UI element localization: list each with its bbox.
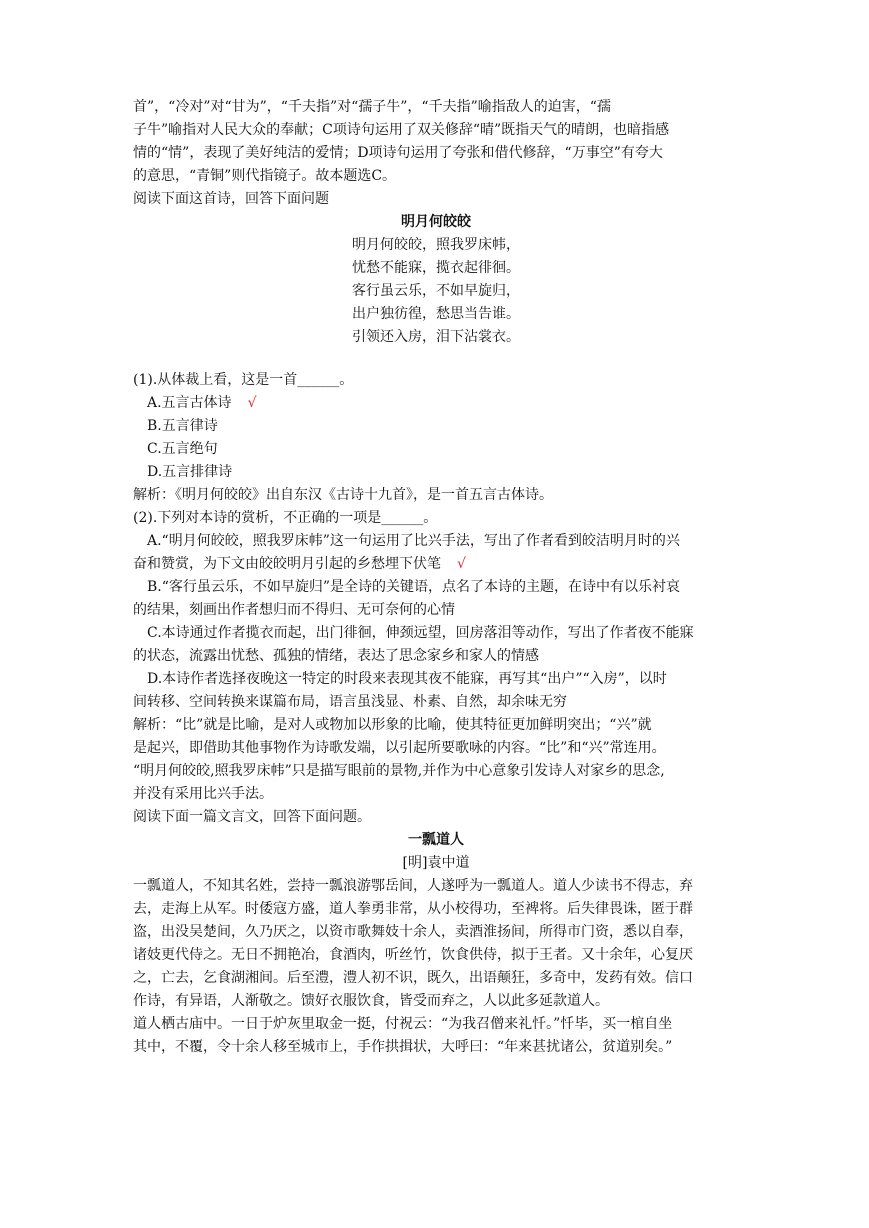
essay-line: 其中，不覆，令十余人移至城市上，手作拱揖状，大呼曰：“年来甚扰诸公，贫道别矣。”	[133, 1039, 673, 1055]
poem-line: 引领还入房，泪下沾裳衣。	[352, 329, 520, 345]
intro-line: 首”，“冷对”对“甘为”，“千夫指”对“孺子牛”，“千夫指”喻指敌人的迫害，“孺	[133, 99, 611, 115]
read-prompt: 阅读下面一篇文言文，回答下面问题。	[133, 809, 371, 825]
q2-option-c-line2: 的状态，流露出忧愁、孤独的情绪，表达了思念家乡和家人的情感	[133, 648, 539, 664]
q2-option-c-line1: C.本诗通过作者揽衣而起，出门徘徊，伸颈远望，回房落泪等动作，写出了作者夜不能寐	[147, 625, 694, 641]
essay-author: [明]袁中道	[402, 855, 470, 871]
q2-option-b-line2: 的结果，刻画出作者想归而不得归、无可奈何的心情	[133, 602, 455, 618]
poem-line: 出户独彷徨，愁思当告谁。	[352, 306, 520, 322]
document-page	[133, 96, 739, 1059]
q1-analysis: 解析：《明月何皎皎》出自东汉《古诗十九首》，是一首五言古体诗。	[133, 487, 553, 503]
essay-line: 道人栖古庙中。一日于炉灰里取金一挺，付祝云：“为我召僧来礼忏。”忏毕，买一棺自坐	[133, 1016, 673, 1032]
q2-analysis-line: 是起兴，即借助其他事物作为诗歌发端，以引起所要歌咏的内容。“比”和“兴”常连用。	[133, 740, 666, 756]
poem-line: 明月何皎皎，照我罗床帏，	[352, 237, 520, 253]
option-text: 奋和赞赏，为下文由皎皎明月引起的乡愁埋下伏笔	[133, 556, 441, 572]
question-2-stem: (2).下列对本诗的赏析，不正确的一项是______。	[133, 510, 438, 526]
q1-option-d: D.五言排律诗	[147, 464, 233, 480]
essay-line: 盗，出没吴楚间，久乃厌之，以资市歌舞妓十余人，卖酒淮扬间，所得市门资，悉以自奉，	[133, 924, 693, 940]
check-mark-icon: √	[247, 395, 257, 411]
question-1-stem: (1).从体裁上看，这是一首______。	[133, 372, 354, 388]
q2-option-a-line2	[133, 553, 739, 576]
q2-option-b-line1: B.“客行虽云乐，不如早旋归”是全诗的关键语，点名了本诗的主题，在诗中有以乐衬哀	[147, 579, 681, 595]
q2-analysis-line: 并没有采用比兴手法。	[133, 786, 273, 802]
poem-title: 明月何皎皎	[401, 214, 471, 230]
poem-line: 客行虽云乐，不如早旋归，	[352, 283, 520, 299]
intro-line: 子牛”喻指对人民大众的奉献；C项诗句运用了双关修辞“晴”既指天气的晴朗，也暗指感	[133, 122, 670, 138]
poem-line: 忧愁不能寐，揽衣起徘徊。	[352, 260, 520, 276]
option-text: A.五言古体诗	[147, 395, 232, 411]
check-mark-icon: √	[457, 556, 466, 572]
read-prompt: 阅读下面这首诗，回答下面问题	[133, 191, 329, 207]
spacer	[133, 349, 739, 369]
essay-title: 一瓢道人	[408, 832, 464, 848]
q2-option-d-line2: 间转移、空间转换来谋篇布局，语言虽浅显、朴素、自然，却余味无穷	[133, 694, 567, 710]
essay-line: 去，走海上从军。时倭寇方盛，道人拳勇非常，从小校得功，至裨将。后失律畏诛，匿于群	[133, 901, 693, 917]
q2-option-a-line1: A.“明月何皎皎，照我罗床帏”这一句运用了比兴手法，写出了作者看到皎洁明月时的兴	[147, 533, 680, 549]
q1-option-b: B.五言律诗	[147, 418, 218, 434]
q2-analysis-line: “明月何皎皎,照我罗床帏”只是描写眼前的景物,并作为中心意象引发诗人对家乡的思念,	[133, 763, 665, 779]
intro-line: 情的“情”，表现了美好纯洁的爱情；D项诗句运用了夸张和借代修辞，“万事空”有夸大	[133, 145, 663, 161]
intro-line: 的意思，“青铜”则代指镜子。故本题选C。	[133, 168, 397, 184]
q2-analysis-line: 解析：“比”就是比喻，是对人或物加以形象的比喻，使其特征更加鲜明突出；“兴”就	[133, 717, 652, 733]
q2-option-d-line1: D.本诗作者选择夜晚这一特定的时段来表现其夜不能寐，再写其“出户”“入房”，以时	[147, 671, 667, 687]
q1-option-c: C.五言绝句	[147, 441, 218, 457]
q1-option-a	[133, 392, 739, 415]
essay-line: 之，亡去，乞食湖湘间。后至澧，澧人初不识，既久，出语颠狂，多奇中，发药有效。信口	[133, 970, 693, 986]
essay-line: 作诗，有异语，人渐敬之。馈好衣服饮食，皆受而弃之，人以此多延款道人。	[133, 993, 609, 1009]
essay-line: 一瓢道人，不知其名姓，尝持一瓢浪游鄂岳间，人遂呼为一瓢道人。道人少读书不得志，弃	[133, 878, 693, 894]
essay-line: 诸妓更代侍之。无日不拥艳冶，食酒肉，听丝竹，饮食供侍，拟于王者。又十余年，心复厌	[133, 947, 693, 963]
